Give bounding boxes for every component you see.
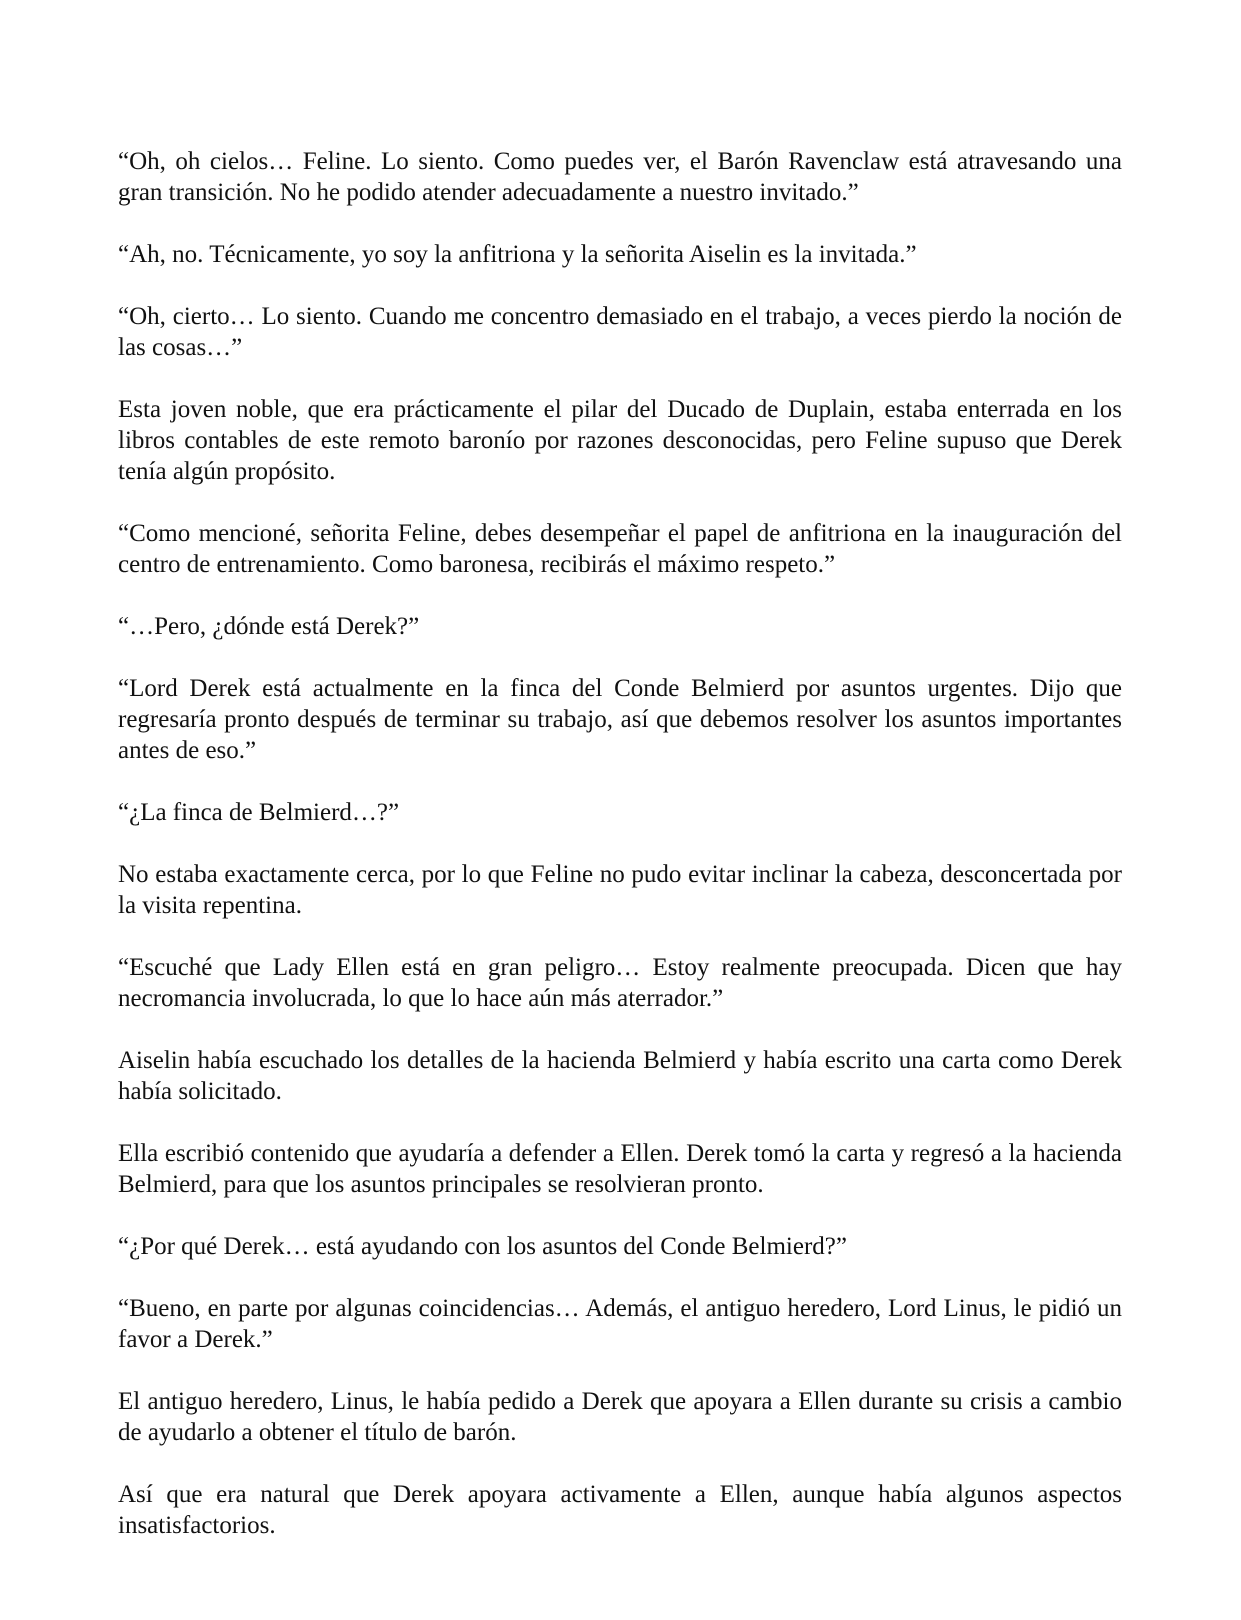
paragraph: “¿Por qué Derek… está ayudando con los asuntos del Conde Belmierd?” xyxy=(118,1233,847,1260)
paragraph: El antiguo heredero, Linus, le había pedido a Derek que apoyara a Ellen durante su crisis a cambio de ayudarlo a obtener el título de barón. xyxy=(118,1388,1122,1446)
paragraph: “Como mencioné, señorita Feline, debes desempeñar el papel de anfitriona en la inauguración del centro de entrenamiento. Como baronesa, recibirás el máximo respeto.” xyxy=(118,520,1122,578)
paragraph: Esta joven noble, que era prácticamente el pilar del Ducado de Duplain, estaba enterrada en los libros contables de este remoto baronío por razones desconocidas, pero Feline supuso que Derek tenía algún propósito. xyxy=(118,396,1122,485)
paragraph: “…Pero, ¿dónde está Derek?” xyxy=(118,613,420,640)
paragraph: “Lord Derek está actualmente en la finca del Conde Belmierd por asuntos urgentes. Dijo que regresaría pronto después de terminar su trabajo, así que debemos resolver los asuntos importantes antes de eso.” xyxy=(118,675,1122,764)
paragraph: Aiselin había escuchado los detalles de la hacienda Belmierd y había escrito una carta como Derek había solicitado. xyxy=(118,1047,1122,1105)
paragraph: “¿La finca de Belmierd…?” xyxy=(118,799,400,826)
paragraph: “Ah, no. Técnicamente, yo soy la anfitriona y la señorita Aiselin es la invitada.” xyxy=(118,241,917,268)
paragraph: “Escuché que Lady Ellen está en gran peligro… Estoy realmente preocupada. Dicen que hay necromancia involucrada, lo que lo hace aún más aterrador.” xyxy=(118,954,1122,1012)
paragraph: Así que era natural que Derek apoyara activamente a Ellen, aunque había algunos aspectos insatisfactorios. xyxy=(118,1481,1122,1539)
paragraph: “Oh, cierto… Lo siento. Cuando me concentro demasiado en el trabajo, a veces pierdo la noción de las cosas…” xyxy=(118,303,1122,361)
paragraph: “Oh, oh cielos… Feline. Lo siento. Como puedes ver, el Barón Ravenclaw está atravesando una gran transición. No he podido atender adecuadamente a nuestro invitado.” xyxy=(118,148,1122,206)
paragraph: No estaba exactamente cerca, por lo que Feline no pudo evitar inclinar la cabeza, desconcertada por la visita repentina. xyxy=(118,861,1122,919)
paragraph: Ella escribió contenido que ayudaría a defender a Ellen. Derek tomó la carta y regresó a la hacienda Belmierd, para que los asuntos principales se resolvieran pronto. xyxy=(118,1140,1122,1198)
document-body xyxy=(118,146,1122,1541)
paragraph: “Bueno, en parte por algunas coincidencias… Además, el antiguo heredero, Lord Linus, le pidió un favor a Derek.” xyxy=(118,1295,1122,1353)
